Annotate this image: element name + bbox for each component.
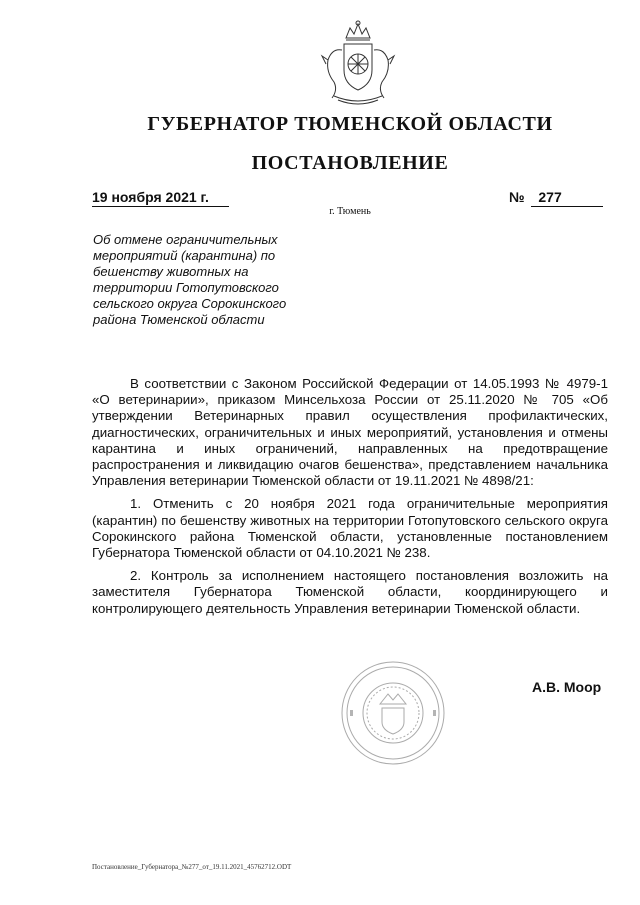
file-footer: Постановление_Губернатора_№277_от_19.11.2021_45762712.ODT xyxy=(92,863,292,871)
coat-of-arms-icon xyxy=(316,20,400,106)
document-number-block xyxy=(509,189,562,205)
preamble-paragraph: В соответствии с Законом Российской Федерации от 14.05.1993 № 4979-1 «О ветеринарии», приказом Минсельхоза России от 25.11.2020 № 705 «Об утверждении Ветеринарных правил осуществления профилактических, диагностических, ограничительных и иных мероприятий, установления и отмены карантина и иных ограничений, направленных на предотвращение распространения и ликвидацию очагов бешенства», представлением начальника Управления ветеринарии Тюменской области от 19.11.2021 № 4898/21: xyxy=(92,376,608,489)
city: г. Тюмень xyxy=(329,206,371,217)
number-sign: № xyxy=(509,189,525,205)
item-1-paragraph: 1. Отменить с 20 ноября 2021 года ограничительные мероприятия (карантин) по бешенству животных на территории Готопутовского сельского округа Сорокинского района Тюменской области, установленные постановлением Губернатора Тюменской области от 04.10.2021 № 238. xyxy=(92,496,608,561)
document-body xyxy=(92,376,608,617)
round-seal-stamp xyxy=(340,660,446,766)
signer-name: А.В. Моор xyxy=(532,679,602,695)
item-2-paragraph: 2. Контроль за исполнением настоящего постановления возложить на заместителя Губернатора Тюменской области, координирующего и контролирующего деятельность Управления ветеринарии Тюменской области. xyxy=(92,568,608,616)
document-number: 277 xyxy=(538,189,562,205)
document-date: 19 ноября 2021 г. xyxy=(92,189,209,205)
issuer-title: ГУБЕРНАТОР ТЮМЕНСКОЙ ОБЛАСТИ xyxy=(147,113,553,135)
document-subject: Об отмене ограничительных мероприятий (карантина) по бешенству животных на территории Готопутовского сельского округа Сорокинского района Тюменской области xyxy=(93,232,287,327)
document-type: ПОСТАНОВЛЕНИЕ xyxy=(251,152,449,174)
